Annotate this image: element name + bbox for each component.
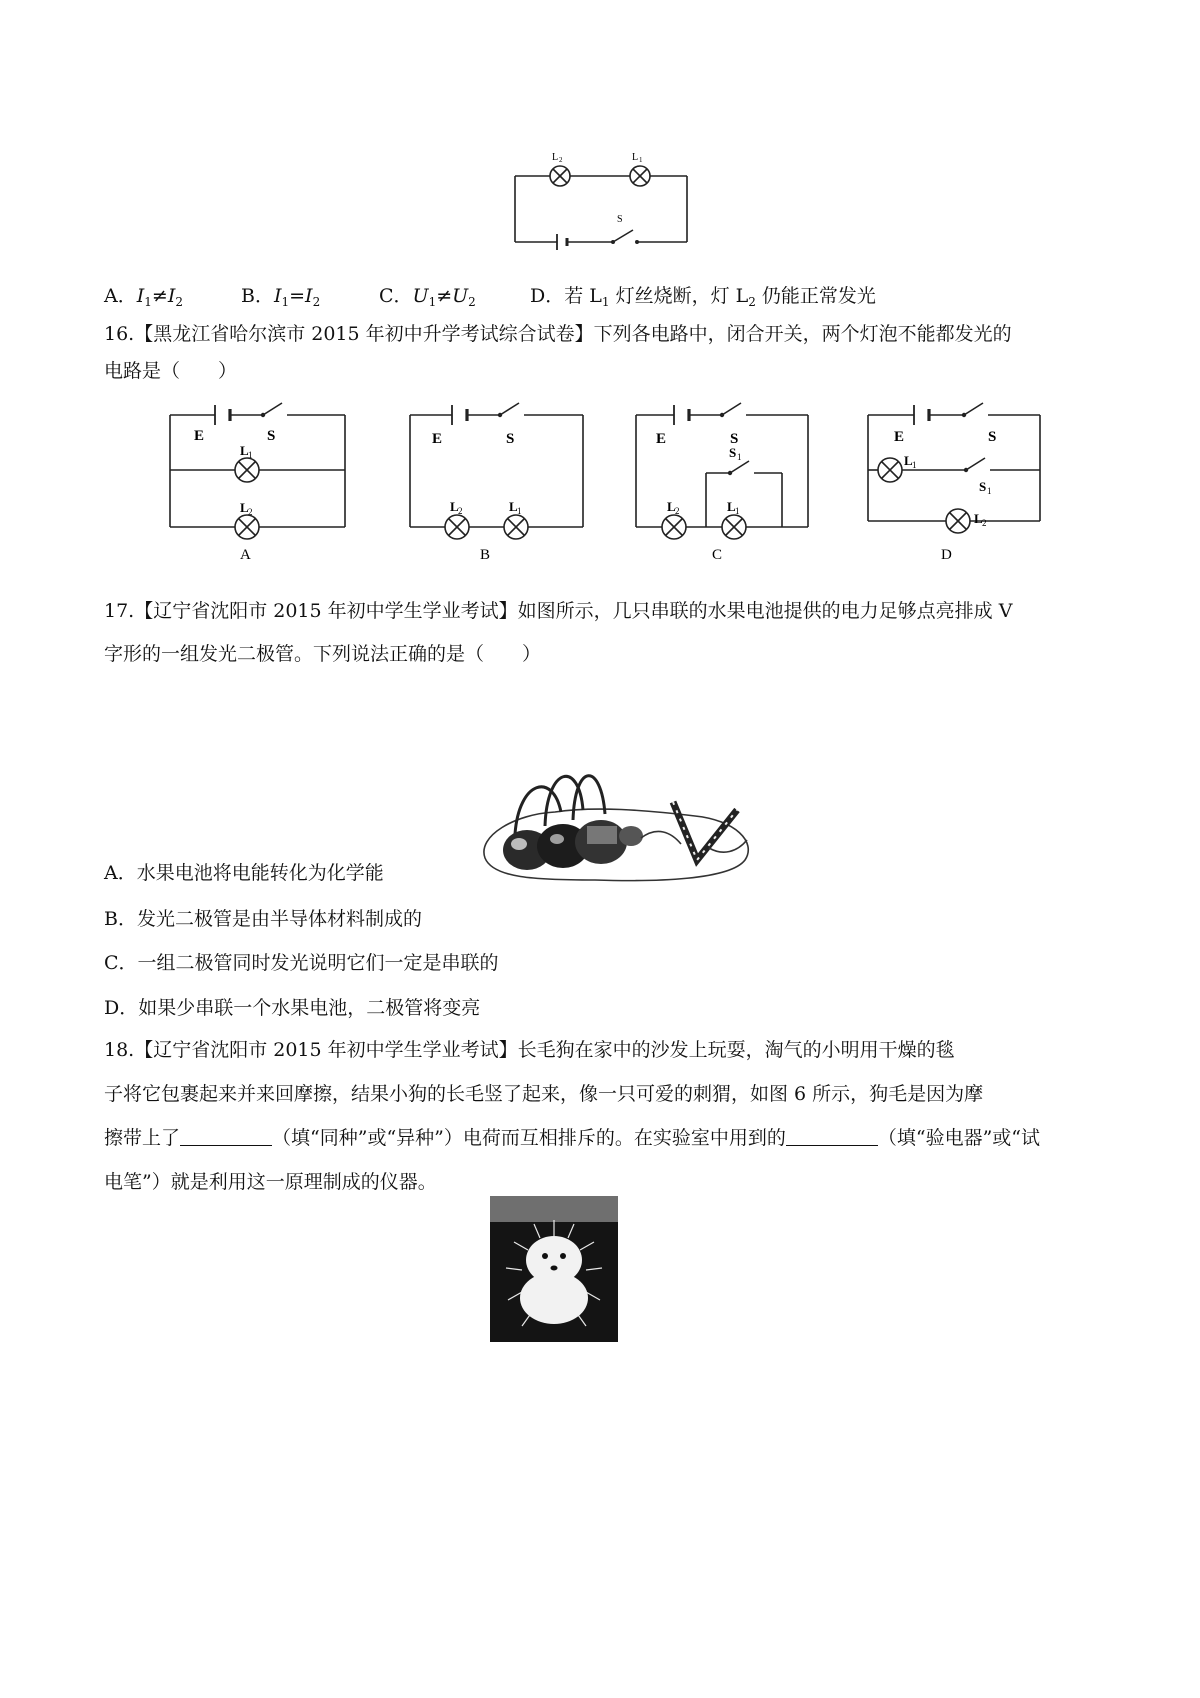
- circuit-c-caption: C: [712, 547, 723, 563]
- label-l1: L: [632, 152, 639, 163]
- q18-line1: 18.【辽宁省沈阳市 2015 年初中学生学业考试】长毛狗在家中的沙发上玩耍，淘气的小明用干燥的毯: [104, 1039, 955, 1061]
- q18-line4: 电笔”）就是利用这一原理制成的仪器。: [104, 1171, 437, 1193]
- q18-line3: 擦带上了 （填“同种”或“异种”）电荷而互相排斥的。在实验室中用到的 （填“验电器”或“试: [104, 1127, 1041, 1149]
- q17-stem-line1: 17.【辽宁省沈阳市 2015 年初中学生学业考试】如图所示，几只串联的水果电池提供的电力足够点亮排成 V: [104, 600, 1013, 622]
- answer-blank-1[interactable]: [180, 1127, 272, 1146]
- fruit-battery-led-image: [475, 740, 760, 888]
- circuit-d-figure: [854, 393, 1054, 568]
- q16-stem-line1: 16.【黑龙江省哈尔滨市 2015 年初中升学考试综合试卷】下列各电路中，闭合开关，两个灯泡不能都发光的: [104, 323, 1012, 345]
- circuit-d-caption: D: [941, 547, 952, 563]
- circuit-b-caption: B: [480, 547, 491, 563]
- svg-text:L: L: [667, 499, 676, 514]
- svg-text:1: 1: [639, 156, 643, 164]
- svg-text:S: S: [267, 428, 276, 444]
- q18-line2: 子将它包裹起来并来回摩擦，结果小狗的长毛竖了起来，像一只可爱的刺猬，如图 6 所示，狗毛是因为摩: [104, 1083, 984, 1105]
- svg-text:2: 2: [458, 506, 463, 516]
- q17-option-c: C．一组二极管同时发光说明它们一定是串联的: [104, 952, 499, 974]
- svg-text:E: E: [194, 428, 205, 444]
- svg-text:2: 2: [248, 507, 253, 517]
- svg-text:1: 1: [517, 506, 522, 516]
- label-l2: L: [552, 152, 559, 163]
- svg-text:L: L: [509, 499, 518, 514]
- svg-text:E: E: [432, 431, 443, 447]
- svg-text:L: L: [240, 443, 249, 458]
- svg-text:S: S: [730, 431, 739, 447]
- circuit-a-caption: A: [240, 547, 251, 563]
- svg-text:1: 1: [987, 486, 992, 496]
- svg-text:E: E: [656, 431, 667, 447]
- svg-text:S: S: [506, 431, 515, 447]
- series-circuit-figure: [505, 150, 695, 260]
- label-s: S: [617, 214, 623, 225]
- svg-text:1: 1: [912, 460, 917, 470]
- q17-option-d: D．如果少串联一个水果电池，二极管将变亮: [104, 997, 481, 1019]
- q17-option-a: A．水果电池将电能转化为化学能: [104, 862, 384, 884]
- q15-option-d: D．若 $L_1$ 灯丝烧断，灯 $L_2$ 仍能正常发光: [530, 285, 876, 309]
- svg-text:1: 1: [248, 450, 253, 460]
- svg-text:1: 1: [735, 506, 740, 516]
- svg-text:S: S: [988, 429, 997, 445]
- svg-text:2: 2: [675, 506, 680, 516]
- svg-text:1: 1: [737, 452, 742, 462]
- svg-text:L: L: [240, 500, 249, 515]
- q15-option-a: A．$I_1\ne I_2$: [104, 285, 183, 309]
- answer-blank-2[interactable]: [786, 1127, 878, 1146]
- svg-text:L: L: [450, 499, 459, 514]
- q16-stem-line2: 电路是（ ）: [104, 360, 238, 382]
- q15-option-c: C．$U_1\ne U_2$: [379, 285, 476, 309]
- q15-option-b: B．$I_1=I_2$: [241, 285, 321, 309]
- circuit-a-figure: [160, 393, 360, 568]
- circuit-c-figure: [622, 393, 822, 568]
- svg-text:L: L: [727, 499, 736, 514]
- svg-text:S: S: [979, 479, 987, 494]
- svg-text:S: S: [729, 445, 737, 460]
- svg-text:E: E: [894, 429, 905, 445]
- svg-text:2: 2: [982, 518, 987, 528]
- q17-option-b: B．发光二极管是由半导体材料制成的: [104, 908, 422, 930]
- svg-text:L: L: [974, 511, 983, 526]
- svg-text:2: 2: [559, 156, 563, 164]
- circuit-b-figure: [400, 393, 600, 568]
- svg-text:L: L: [904, 453, 913, 468]
- q17-stem-line2: 字形的一组发光二极管。下列说法正确的是（ ）: [104, 643, 542, 665]
- charged-dog-photo: [490, 1196, 618, 1342]
